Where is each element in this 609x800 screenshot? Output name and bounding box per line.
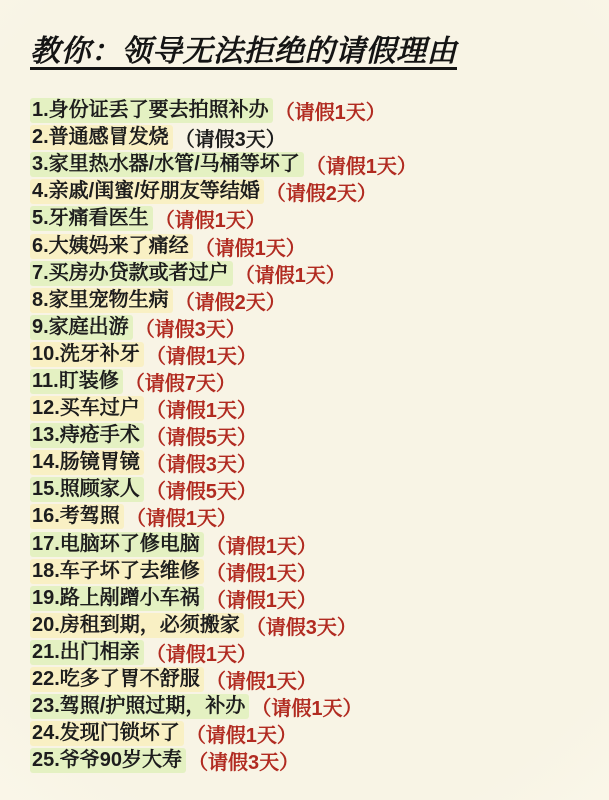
reason-text: 14.肠镜胃镜 [30, 450, 144, 475]
reason-text: 7.买房办贷款或者过户 [30, 261, 233, 286]
list-item [30, 747, 591, 774]
reason-text: 23.驾照/护照过期，补办 [30, 694, 249, 719]
list-item [30, 178, 591, 205]
list-item [30, 612, 591, 639]
reason-text: 4.亲戚/闺蜜/好朋友等结婚 [30, 179, 264, 204]
reason-text: 3.家里热水器/水管/马桶等坏了 [30, 152, 304, 177]
reason-text: 5.牙痛看医生 [30, 206, 153, 231]
duration-text: （请假5天） [145, 481, 257, 504]
list-item [30, 720, 591, 747]
duration-text: （请假1天） [145, 400, 257, 423]
duration-text: （请假1天） [234, 264, 346, 287]
list-item [30, 260, 591, 287]
reason-text: 16.考驾照 [30, 504, 124, 529]
reason-text: 17.电脑环了修电脑 [30, 532, 204, 557]
reason-text: 6.大姨妈来了痛经 [30, 234, 193, 259]
list-item [30, 368, 591, 395]
duration-text: （请假2天） [174, 291, 286, 314]
list-item [30, 124, 591, 151]
duration-text: （请假3天） [145, 454, 257, 477]
list-item [30, 585, 591, 612]
reason-text: 15.照顾家人 [30, 477, 144, 502]
duration-text: （请假1天） [185, 725, 297, 748]
duration-text: （请假1天） [154, 210, 266, 233]
list-item [30, 287, 591, 314]
reason-text: 19.路上剐蹭小车祸 [30, 586, 204, 611]
list-item [30, 531, 591, 558]
reason-text: 24.发现门锁坏了 [30, 721, 184, 746]
list-item [30, 422, 591, 449]
reason-text: 2.普通感冒发烧 [30, 125, 173, 150]
reason-text: 8.家里宠物生病 [30, 288, 173, 313]
reason-text: 18.车子坏了去维修 [30, 559, 204, 584]
list-item [30, 476, 591, 503]
list-item [30, 693, 591, 720]
list-item [30, 503, 591, 530]
page-title: 教你：领导无法拒绝的请假理由 [30, 35, 457, 68]
leave-reasons-list [30, 97, 591, 774]
duration-text: （请假1天） [274, 102, 386, 125]
duration-text: （请假1天） [305, 156, 417, 179]
duration-text: （请假3天） [174, 129, 286, 152]
list-item [30, 639, 591, 666]
duration-text: （请假2天） [265, 183, 377, 206]
duration-text: （请假3天） [245, 616, 357, 639]
duration-text: （请假5天） [145, 427, 257, 450]
reason-text: 25.爷爷90岁大寿 [30, 748, 186, 773]
list-item [30, 97, 591, 124]
list-item [30, 232, 591, 259]
duration-text: （请假1天） [145, 643, 257, 666]
duration-text: （请假3天） [134, 318, 246, 341]
duration-text: （请假7天） [124, 372, 236, 395]
duration-text: （请假1天） [205, 535, 317, 558]
reason-text: 9.家庭出游 [30, 315, 133, 340]
reason-text: 22.吃多了胃不舒服 [30, 667, 204, 692]
duration-text: （请假1天） [205, 589, 317, 612]
list-item [30, 341, 591, 368]
duration-text: （请假1天） [205, 562, 317, 585]
list-item [30, 151, 591, 178]
duration-text: （请假1天） [145, 345, 257, 368]
duration-text: （请假1天） [205, 671, 317, 694]
duration-text: （请假1天） [194, 237, 306, 260]
list-item [30, 558, 591, 585]
reason-text: 13.痔疮手术 [30, 423, 144, 448]
reason-text: 10.洗牙补牙 [30, 342, 144, 367]
reason-text: 11.盯装修 [30, 369, 123, 394]
reason-text: 20.房租到期，必须搬家 [30, 613, 244, 638]
list-item [30, 314, 591, 341]
list-item [30, 205, 591, 232]
duration-text: （请假3天） [188, 752, 300, 775]
reason-text: 21.出门相亲 [30, 640, 144, 665]
list-item [30, 395, 591, 422]
duration-text: （请假1天） [251, 698, 363, 721]
list-item [30, 449, 591, 476]
duration-text: （请假1天） [125, 508, 237, 531]
reason-text: 12.买车过户 [30, 396, 144, 421]
reason-text: 1.身份证丢了要去拍照补办 [30, 98, 273, 123]
list-item [30, 666, 591, 693]
